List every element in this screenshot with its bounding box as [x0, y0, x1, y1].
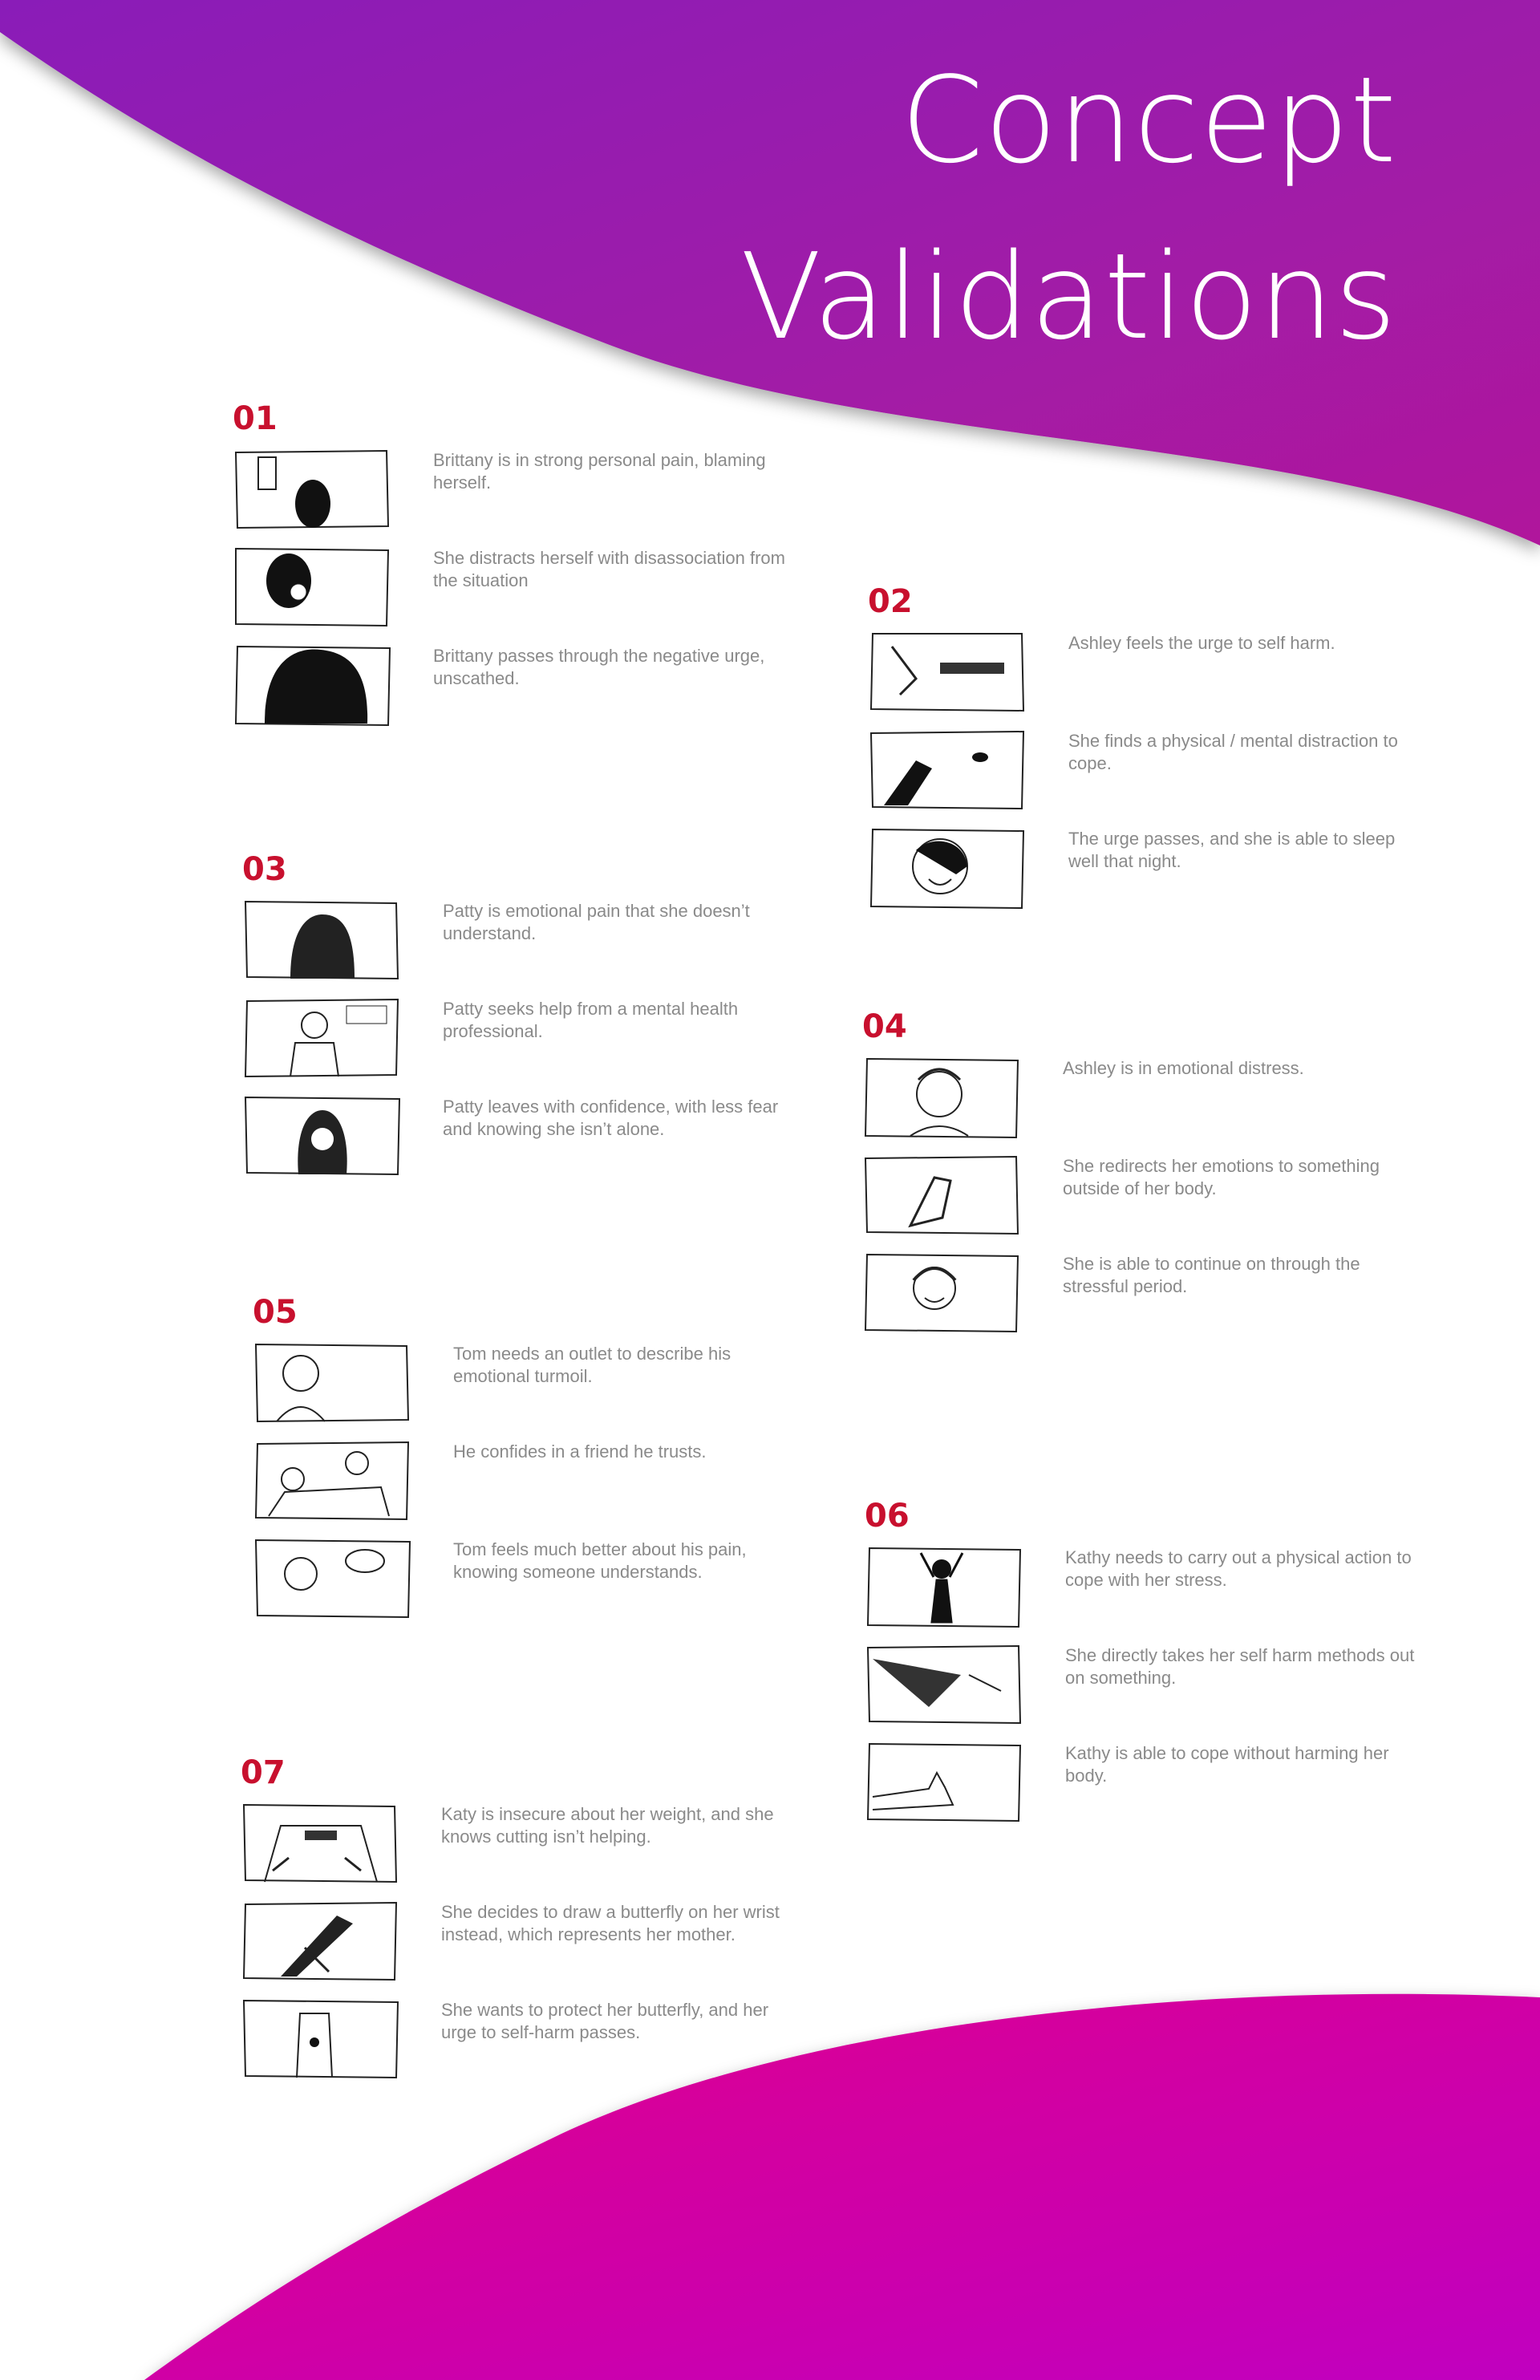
sketch-frame-icon — [241, 1900, 399, 1983]
storyboard-section-06 — [865, 1497, 1442, 1839]
sketch-frame-icon — [862, 1251, 1021, 1335]
sketch-frame-icon — [862, 1056, 1021, 1139]
page-title — [740, 32, 1397, 385]
storyboard-frame-row — [241, 1900, 818, 1997]
storyboard-frame-row — [233, 545, 810, 643]
storyboard-section-03 — [242, 850, 820, 1192]
frame-caption: Katy is insecure about her weight, and she knows cutting isn’t helping. — [441, 1804, 774, 1847]
storyboard-section-01 — [233, 399, 810, 741]
frame-caption: She redirects her emotions to something outside of her body. — [1063, 1156, 1380, 1198]
sketch-frame-icon — [253, 1341, 411, 1425]
storyboard-frame-row — [865, 1643, 1442, 1741]
storyboard-frame-row — [242, 898, 820, 996]
sketch-frame-icon — [865, 1741, 1023, 1824]
storyboard-frame-row — [868, 826, 1445, 924]
sketch-frame-icon — [862, 1154, 1021, 1237]
storyboard-frame-row — [862, 1056, 1440, 1154]
frame-caption: Ashley feels the urge to self harm. — [1068, 633, 1335, 653]
storyboard-frame-row — [253, 1341, 830, 1439]
frame-caption: She directly takes her self harm methods out on something. — [1065, 1645, 1415, 1688]
frame-caption: Brittany is in strong personal pain, blaming herself. — [433, 450, 766, 493]
frame-caption: She wants to protect her butterfly, and her urge to self-harm passes. — [441, 2000, 769, 2042]
storyboard-frame-row — [233, 643, 810, 741]
frame-caption: She is able to continue on through the stressful period. — [1063, 1254, 1360, 1296]
sketch-frame-icon — [868, 728, 1027, 812]
title-line-1: Concept — [900, 51, 1397, 189]
sketch-frame-icon — [253, 1537, 411, 1620]
sketch-frame-icon — [253, 1439, 411, 1522]
sketch-frame-icon — [242, 996, 401, 1080]
sketch-frame-icon — [865, 1545, 1023, 1628]
section-number: 01 — [233, 400, 278, 437]
sketch-frame-icon — [242, 898, 401, 982]
frame-caption: Patty seeks help from a mental health professional. — [443, 999, 739, 1041]
storyboard-frame-row — [233, 448, 810, 545]
section-number: 06 — [865, 1498, 910, 1535]
storyboard-section-02 — [868, 582, 1445, 924]
section-number: 07 — [241, 1754, 286, 1791]
sketch-frame-icon — [233, 545, 391, 629]
sketch-frame-icon — [868, 826, 1027, 910]
frame-caption: Patty is emotional pain that she doesn’t understand. — [443, 901, 750, 943]
storyboard-frame-row — [253, 1439, 830, 1537]
sketch-frame-icon — [233, 448, 391, 531]
sketch-frame-icon — [241, 1802, 399, 1885]
section-number: 02 — [868, 583, 913, 620]
storyboard-frame-row — [865, 1741, 1442, 1839]
storyboard-frame-row — [868, 630, 1445, 728]
sketch-frame-icon — [865, 1643, 1023, 1726]
frame-caption: Ashley is in emotional distress. — [1063, 1058, 1304, 1078]
storyboard-frame-row — [865, 1545, 1442, 1643]
frame-caption: Patty leaves with confidence, with less fear and knowing she isn’t alone. — [443, 1097, 779, 1139]
section-number: 03 — [242, 851, 287, 888]
storyboard-frame-row — [242, 1094, 820, 1192]
storyboard-section-04 — [862, 1008, 1440, 1349]
storyboard-frame-row — [868, 728, 1445, 826]
sketch-frame-icon — [242, 1094, 401, 1178]
frame-caption: Tom needs an outlet to describe his emotional turmoil. — [453, 1344, 732, 1386]
frame-caption: Kathy is able to cope without harming her body. — [1065, 1743, 1389, 1786]
storyboard-frame-row — [862, 1154, 1440, 1251]
frame-caption: He confides in a friend he trusts. — [453, 1441, 707, 1462]
frame-caption: She decides to draw a butterfly on her wrist instead, which represents her mother. — [441, 1902, 780, 1944]
storyboard-frame-row — [862, 1251, 1440, 1349]
frame-caption: She finds a physical / mental distraction to cope. — [1068, 731, 1398, 773]
storyboard-frame-row — [253, 1537, 830, 1635]
storyboard-frame-row — [242, 996, 820, 1094]
storyboard-section-05 — [253, 1293, 830, 1635]
storyboard-frame-row — [241, 1802, 818, 1900]
title-line-2: Validations — [740, 228, 1397, 366]
frame-caption: Brittany passes through the negative urge, unscathed. — [433, 646, 765, 688]
frame-caption: She distracts herself with disassociation from the situation — [433, 548, 785, 590]
sketch-frame-icon — [241, 1997, 399, 2081]
sketch-frame-icon — [233, 643, 391, 727]
sketch-frame-icon — [868, 630, 1027, 714]
section-number: 04 — [862, 1008, 907, 1045]
storyboard-section-07 — [241, 1754, 818, 2095]
frame-caption: The urge passes, and she is able to sleep well that night. — [1068, 829, 1396, 871]
frame-caption: Kathy needs to carry out a physical action to cope with her stress. — [1065, 1547, 1412, 1590]
frame-caption: Tom feels much better about his pain, knowing someone understands. — [453, 1539, 747, 1582]
section-number: 05 — [253, 1294, 298, 1331]
storyboard-frame-row — [241, 1997, 818, 2095]
